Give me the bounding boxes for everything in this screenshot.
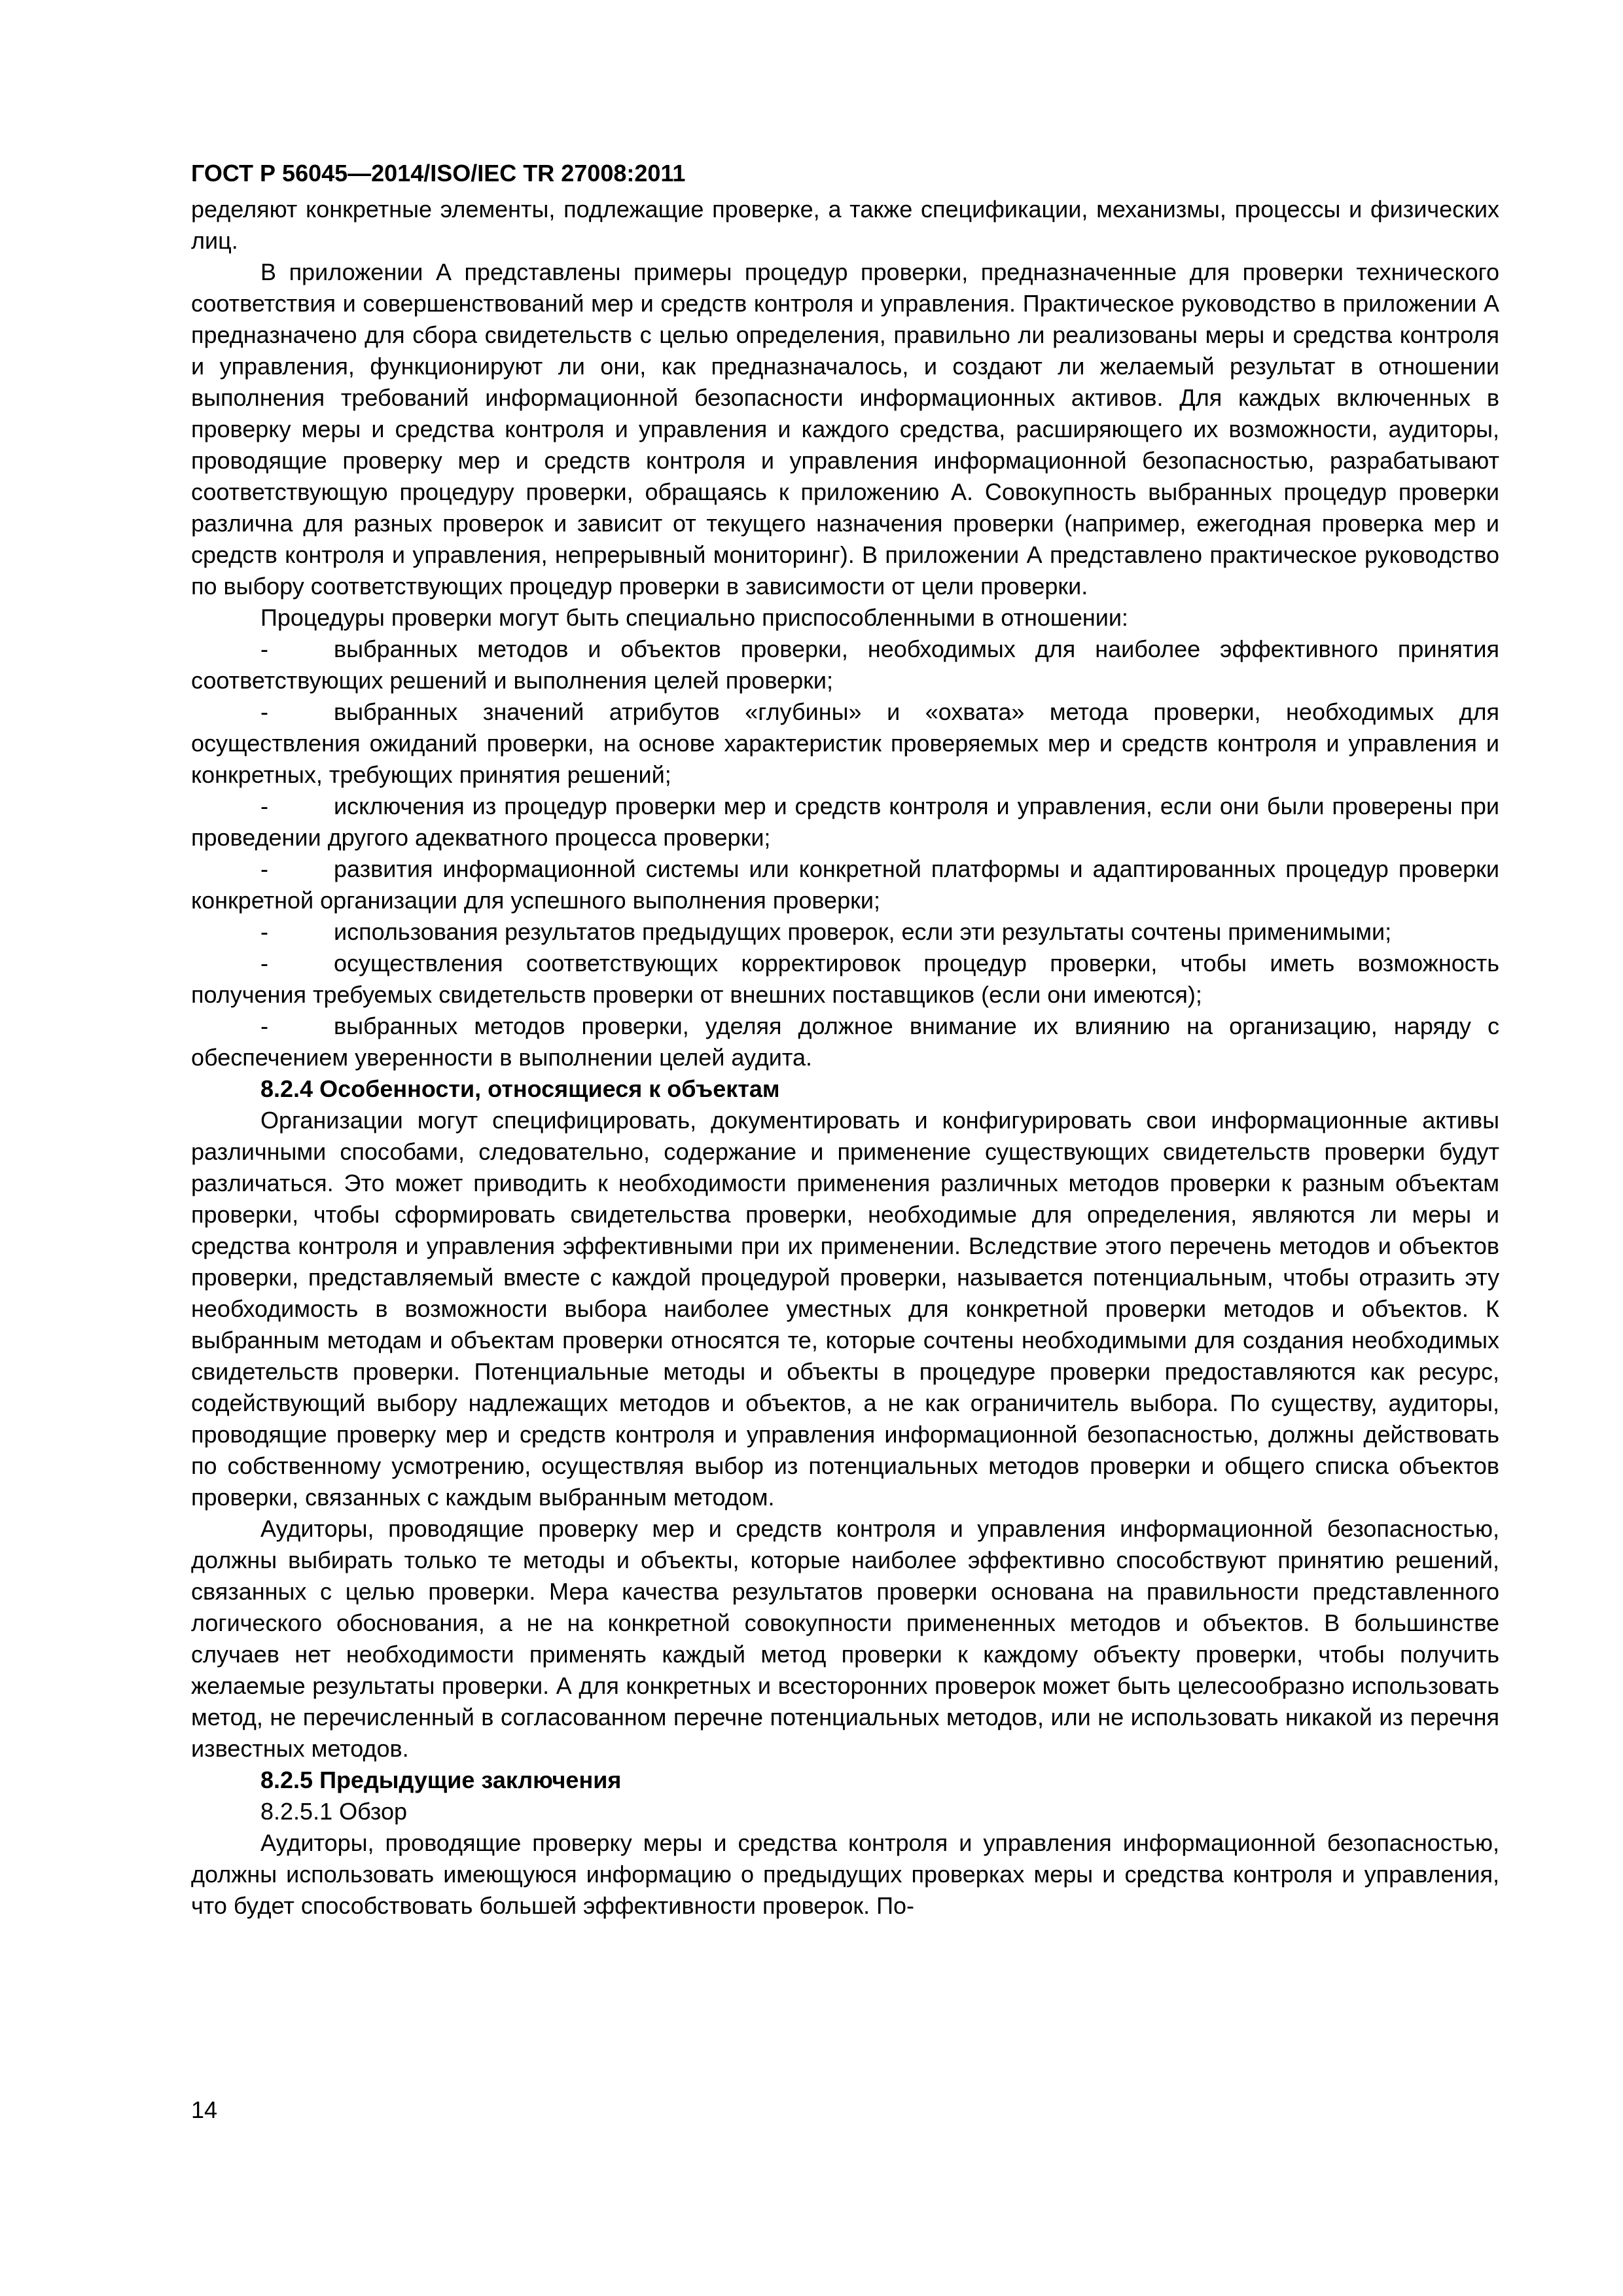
list-item-text: развития информационной системы или конкретной платформы и адаптированных процедур проверки конкретной организации для успешного выполнения проверки;: [191, 855, 1499, 914]
list-item: [191, 634, 1499, 696]
list-marker: -: [260, 793, 268, 819]
list-item-text: исключения из процедур проверки мер и средств контроля и управления, если они были проверены при проведении другого адекватного процесса проверки;: [191, 793, 1499, 851]
body-text: [191, 194, 1499, 1922]
paragraph-objects-2: Аудиторы, проводящие проверку мер и средств контроля и управления информационной безопасностью, должны выбирать только те методы и объекты, которые наиболее эффективно способствуют принятию решений, связанных с целью проверки. Мера качества результатов проверки основана на правильности представленного логического обоснования, а не на конкретной совокупности примененных методов и объектов. В большинстве случаев нет необходимости применять каждый метод проверки к каждому объекту проверки, чтобы получить желаемые результаты проверки. А для конкретных и всесторонних проверок может быть целесообразно использовать метод, не перечисленный в согласованном перечне потенциальных методов, или не использовать никакой из перечня известных методов.: [191, 1515, 1499, 1762]
list-item: [191, 791, 1499, 853]
list-marker: -: [260, 855, 268, 882]
list-marker: -: [260, 1013, 268, 1039]
section-heading-8-2-4: 8.2.4 Особенности, относящиеся к объектам: [260, 1075, 780, 1102]
list-item: [191, 853, 1499, 916]
standard-header: ГОСТ Р 56045—2014/ISO/IEC TR 27008:2011: [191, 160, 686, 187]
list-item: [191, 916, 1499, 948]
paragraph-tailoring-intro: Процедуры проверки могут быть специально приспособленными в отношении:: [260, 604, 1128, 631]
list-item-text: выбранных методов проверки, уделяя должное внимание их влиянию на организацию, наряду с обеспечением уверенности в выполнении целей аудита.: [191, 1013, 1499, 1071]
list-item-text: осуществления соответствующих корректировок процедур проверки, чтобы иметь возможность получения требуемых свидетельств проверки от внешних поставщиков (если они имеются);: [191, 950, 1499, 1008]
paragraph-continuation: ределяют конкретные элементы, подлежащие проверке, а также спецификации, механизмы, процессы и физических лиц.: [191, 196, 1499, 254]
list-item-text: использования результатов предыдущих проверок, если эти результаты сочтены применимыми;: [334, 918, 1392, 945]
list-item: [191, 1011, 1499, 1073]
paragraph-objects-1: Организации могут специфицировать, документировать и конфигурировать свои информационные активы различными способами, следовательно, содержание и применение существующих свидетельств проверки будут различаться. Это может приводить к необходимости применения различных методов проверки к разным объектам проверки, чтобы сформировать свидетельства проверки, необходимые для определения, являются ли меры и средства контроля и управления эффективными при их применении. Вследствие этого перечень методов и объектов проверки, представляемый вместе с каждой процедурой проверки, называется потенциальным, чтобы отразить эту необходимость в возможности выбора наиболее уместных для конкретной проверки методов и объектов. К выбранным методам и объектам проверки относятся те, которые сочтены необходимыми для создания необходимых свидетельств проверки. Потенциальные методы и объекты в процедуре проверки предоставляются как ресурс, содействующий выбору надлежащих методов и объектов, а не как ограничитель выбора. По существу, аудиторы, проводящие проверку мер и средств контроля и управления информационной безопасностью, должны действовать по собственному усмотрению, осуществляя выбор из потенциальных методов проверки и общего списка объектов проверки, связанных с каждым выбранным методом.: [191, 1107, 1499, 1511]
list-marker: -: [260, 950, 268, 977]
page-number: 14: [191, 2096, 218, 2123]
list-item: [191, 696, 1499, 791]
list-item: [191, 948, 1499, 1011]
list-marker: -: [260, 636, 268, 662]
subsection-heading-8-2-5-1: 8.2.5.1 Обзор: [260, 1798, 408, 1825]
list-marker: -: [260, 918, 268, 945]
paragraph-appendix-a: В приложении А представлены примеры процедур проверки, предназначенные для проверки технического соответствия и совершенствований мер и средств контроля и управления. Практическое руководство в приложении А предназначено для сбора свидетельств с целью определения, правильно ли реализованы меры и средства контроля и управления, функционируют ли они, как предназначалось, и создают ли желаемый результат в отношении выполнения требований информационной безопасности информационных активов. Для каждых включенных в проверку меры и средства контроля и управления и каждого средства, расширяющего их возможности, аудиторы, проводящие проверку мер и средств контроля и управления информационной безопасностью, разрабатывают соответствующую процедуру проверки, обращаясь к приложению А. Совокупность выбранных процедур проверки различна для разных проверок и зависит от текущего назначения проверки (например, ежегодная проверка мер и средств контроля и управления, непрерывный мониторинг). В приложении А представлено практическое руководство по выбору соответствующих процедур проверки в зависимости от цели проверки.: [191, 259, 1499, 600]
section-heading-8-2-5: 8.2.5 Предыдущие заключения: [260, 1767, 622, 1793]
paragraph-previous-findings: Аудиторы, проводящие проверку меры и средства контроля и управления информационной безопасностью, должны использовать имеющуюся информацию о предыдущих проверках меры и средства контроля и управления, что будет способствовать большей эффективности проверок. По-: [191, 1829, 1499, 1919]
list-marker: -: [260, 698, 268, 725]
list-item-text: выбранных методов и объектов проверки, необходимых для наиболее эффективного принятия соответствующих решений и выполнения целей проверки;: [191, 636, 1499, 694]
list-item-text: выбранных значений атрибутов «глубины» и «охвата» метода проверки, необходимых для осуществления ожиданий проверки, на основе характеристик проверяемых мер и средств контроля и управления и конкретных, требующих принятия решений;: [191, 698, 1499, 788]
